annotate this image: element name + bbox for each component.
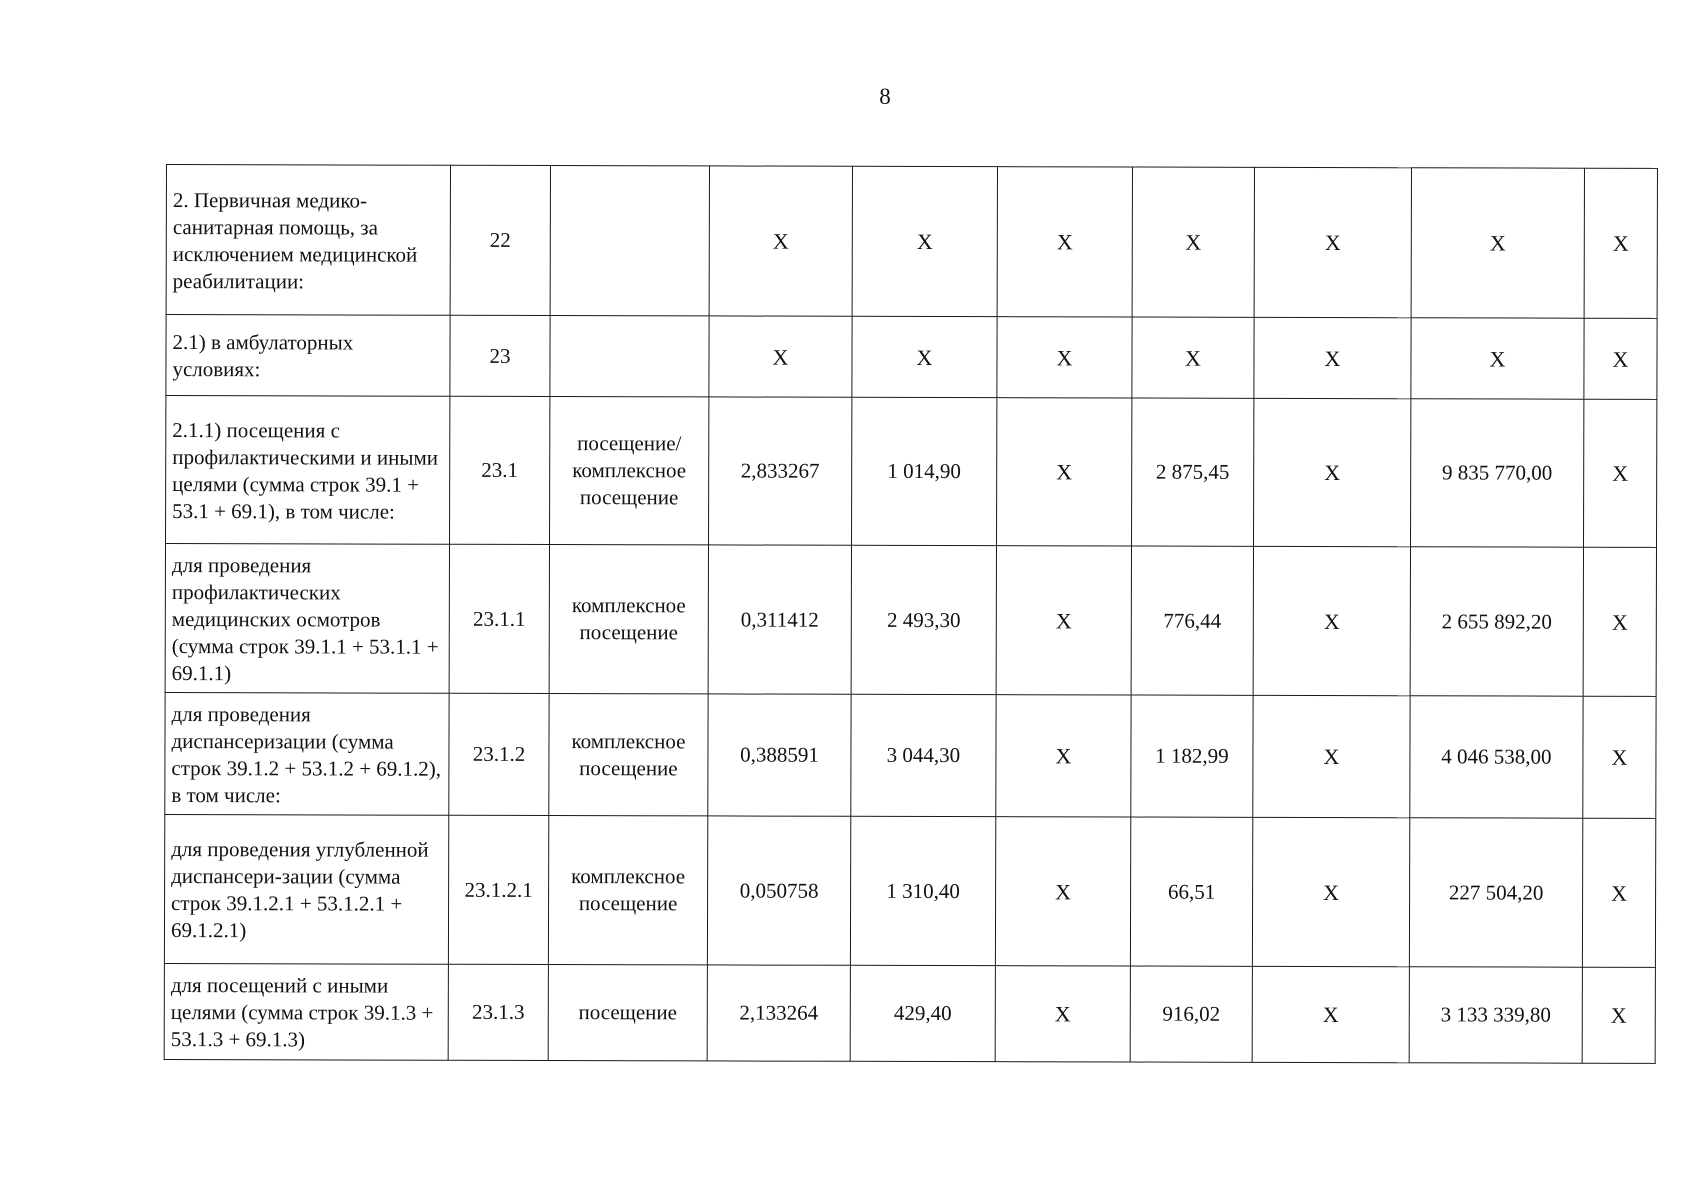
unit-cost-cell: 1 014,90 xyxy=(852,397,997,545)
unit-cell xyxy=(550,166,709,316)
column-6-cell: Х xyxy=(996,546,1131,695)
column-8-cell: Х xyxy=(1254,167,1411,317)
total-cost-cell: 227 504,20 xyxy=(1409,818,1582,967)
unit-cost-cell: 3 044,30 xyxy=(851,694,996,816)
table-body xyxy=(164,165,1657,1064)
per-capita-cell: 776,44 xyxy=(1131,546,1253,695)
column-8-cell: Х xyxy=(1253,695,1410,817)
column-6-cell: Х xyxy=(995,817,1130,966)
norm-value-cell: 2,133264 xyxy=(707,965,850,1061)
row-name-cell: 2.1) в амбулаторных условиях: xyxy=(166,315,450,397)
page-number: 8 xyxy=(879,84,891,109)
column-10-cell: Х xyxy=(1582,967,1655,1063)
column-10-cell: Х xyxy=(1584,168,1657,318)
table-row xyxy=(164,814,1655,967)
unit-cell: комплексное посещение xyxy=(548,816,707,965)
unit-cell: комплексное посещение xyxy=(549,694,708,816)
unit-cost-cell: 1 310,40 xyxy=(850,816,995,965)
unit-cell: посещение/ комплексное посещение xyxy=(550,397,709,545)
row-name-cell: для проведения профилактических медицинских осмотров (сумма строк 39.1.1 + 53.1.1 + 69.1.1) xyxy=(165,544,449,694)
row-code-cell: 22 xyxy=(450,165,550,315)
total-cost-cell: 3 133 339,80 xyxy=(1409,967,1582,1063)
row-code-cell: 23.1 xyxy=(450,396,550,544)
column-8-cell: Х xyxy=(1254,317,1411,398)
norm-value-cell: 0,311412 xyxy=(708,545,851,694)
column-8-cell: Х xyxy=(1253,546,1410,695)
row-code-cell: 23.1.1 xyxy=(449,544,549,693)
norm-value-cell: 0,050758 xyxy=(707,816,850,965)
table-row xyxy=(165,544,1656,697)
table-row xyxy=(166,165,1657,319)
column-10-cell: Х xyxy=(1584,399,1657,547)
per-capita-cell: 916,02 xyxy=(1130,966,1252,1062)
column-8-cell: Х xyxy=(1254,398,1411,546)
unit-cost-cell: Х xyxy=(852,166,997,316)
unit-cost-cell: 429,40 xyxy=(850,965,995,1061)
column-6-cell: Х xyxy=(995,966,1130,1062)
program-cost-table xyxy=(164,164,1658,1064)
total-cost-cell: 4 046 538,00 xyxy=(1410,696,1583,818)
row-code-cell: 23.1.3 xyxy=(448,964,548,1060)
row-name-cell: 2.1.1) посещения с профилактическими и иными целями (сумма строк 39.1 + 53.1 + 69.1), в том числе: xyxy=(166,396,450,545)
column-6-cell: Х xyxy=(997,317,1132,398)
table-row xyxy=(166,315,1657,400)
row-code-cell: 23 xyxy=(450,315,550,396)
column-10-cell: Х xyxy=(1584,318,1657,399)
unit-cell xyxy=(550,316,709,397)
row-code-cell: 23.1.2 xyxy=(449,693,549,815)
per-capita-cell: Х xyxy=(1132,317,1254,398)
column-10-cell: Х xyxy=(1582,818,1655,967)
unit-cost-cell: 2 493,30 xyxy=(851,545,996,694)
row-code-cell: 23.1.2.1 xyxy=(448,815,548,964)
total-cost-cell: 2 655 892,20 xyxy=(1410,547,1583,696)
norm-value-cell: 0,388591 xyxy=(708,694,851,816)
total-cost-cell: 9 835 770,00 xyxy=(1411,399,1584,547)
column-6-cell: Х xyxy=(996,695,1131,817)
table-row xyxy=(166,396,1657,548)
unit-cost-cell: Х xyxy=(852,316,997,397)
per-capita-cell: 66,51 xyxy=(1130,817,1252,966)
norm-value-cell: Х xyxy=(709,166,852,316)
column-10-cell: Х xyxy=(1583,547,1656,696)
column-6-cell: Х xyxy=(997,398,1132,546)
column-6-cell: Х xyxy=(997,167,1132,317)
unit-cell: комплексное посещение xyxy=(549,545,708,694)
column-8-cell: Х xyxy=(1252,817,1409,966)
row-name-cell: для проведения углубленной диспансери-зации (сумма строк 39.1.2.1 + 53.1.2.1 + 69.1.2.1) xyxy=(164,814,448,964)
per-capita-cell: 1 182,99 xyxy=(1131,695,1253,817)
norm-value-cell: Х xyxy=(709,316,852,397)
table-row xyxy=(165,692,1656,818)
per-capita-cell: 2 875,45 xyxy=(1132,398,1254,546)
column-10-cell: Х xyxy=(1583,696,1656,818)
row-name-cell: для посещений с иными целями (сумма строк 39.1.3 + 53.1.3 + 69.1.3) xyxy=(164,963,448,1060)
total-cost-cell: Х xyxy=(1411,318,1584,399)
per-capita-cell: Х xyxy=(1132,167,1254,317)
row-name-cell: 2. Первичная медико-санитарная помощь, за исключением медицинской реабилитации: xyxy=(166,165,450,316)
column-8-cell: Х xyxy=(1252,966,1409,1062)
unit-cell: посещение xyxy=(548,965,707,1061)
row-name-cell: для проведения диспансеризации (сумма строк 39.1.2 + 53.1.2 + 69.1.2), в том числе: xyxy=(165,692,449,815)
total-cost-cell: Х xyxy=(1411,168,1584,318)
table-row xyxy=(164,963,1655,1063)
norm-value-cell: 2,833267 xyxy=(709,397,852,545)
